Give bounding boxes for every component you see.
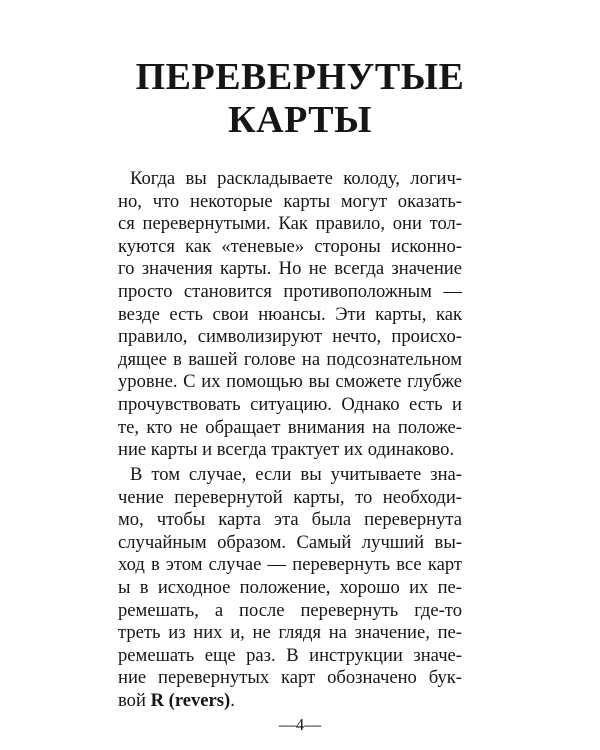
- text-line-last: [118, 692, 462, 711]
- text-prefix: вой: [118, 690, 151, 711]
- text-line: правило, символизируют нечто, происхо-: [118, 326, 462, 348]
- text-line: чение перевернутой карты, то необходи-: [118, 486, 462, 508]
- page-title-line-2: КАРТЫ: [228, 99, 372, 141]
- text-line: треть из них и, не глядя на значение, пе-: [118, 622, 462, 644]
- text-line: Когда вы раскладываете колоду, логич-: [130, 168, 462, 189]
- text-line: ы в исходное положение, хорошо их пе-: [118, 577, 462, 598]
- text-line: ние перевернутых карт обозначено бук-: [118, 667, 462, 689]
- text-line: случайным образом. Самый лучший вы-: [118, 531, 462, 553]
- text-line: ние карты и всегда трактует их одинаково.: [118, 439, 455, 461]
- page-title-line-1: ПЕРЕВЕРНУТЫЕ: [135, 56, 465, 98]
- page-number: —4—: [278, 715, 322, 734]
- text-line: го значения карты. Но не всегда значение: [118, 258, 462, 280]
- text-line: дящее в вашей голове на подсознательном: [118, 348, 462, 370]
- text-line: ремешать, а после перевернуть где-то: [118, 599, 462, 621]
- text-line: мо, чтобы карта эта была перевернута: [118, 509, 462, 531]
- bold-term: R (revers): [150, 690, 231, 711]
- text-line: уровне. С их помощью вы сможете глубже: [118, 371, 462, 393]
- text-line: ся перевернутыми. Как правило, они тол-: [118, 213, 462, 235]
- text-line: В том случае, если вы учитываете зна-: [130, 464, 462, 485]
- text-line: ремешать еще раз. В инструкции значе-: [118, 644, 462, 666]
- text-line: везде есть свои нюансы. Эти карты, как: [118, 303, 462, 325]
- text-suffix: .: [230, 690, 235, 711]
- text-line: но, что некоторые карты могут оказать-: [118, 190, 462, 212]
- text-line: куются как «теневые» стороны исконно-: [118, 235, 462, 257]
- text-line: просто становится противоположным —: [118, 281, 462, 302]
- text-line: ход в этом случае — перевернуть все карт: [118, 554, 462, 576]
- text-line: те, кто не обращает внимания на положе-: [118, 416, 462, 438]
- text-line: прочувствовать ситуацию. Однако есть и: [118, 394, 462, 415]
